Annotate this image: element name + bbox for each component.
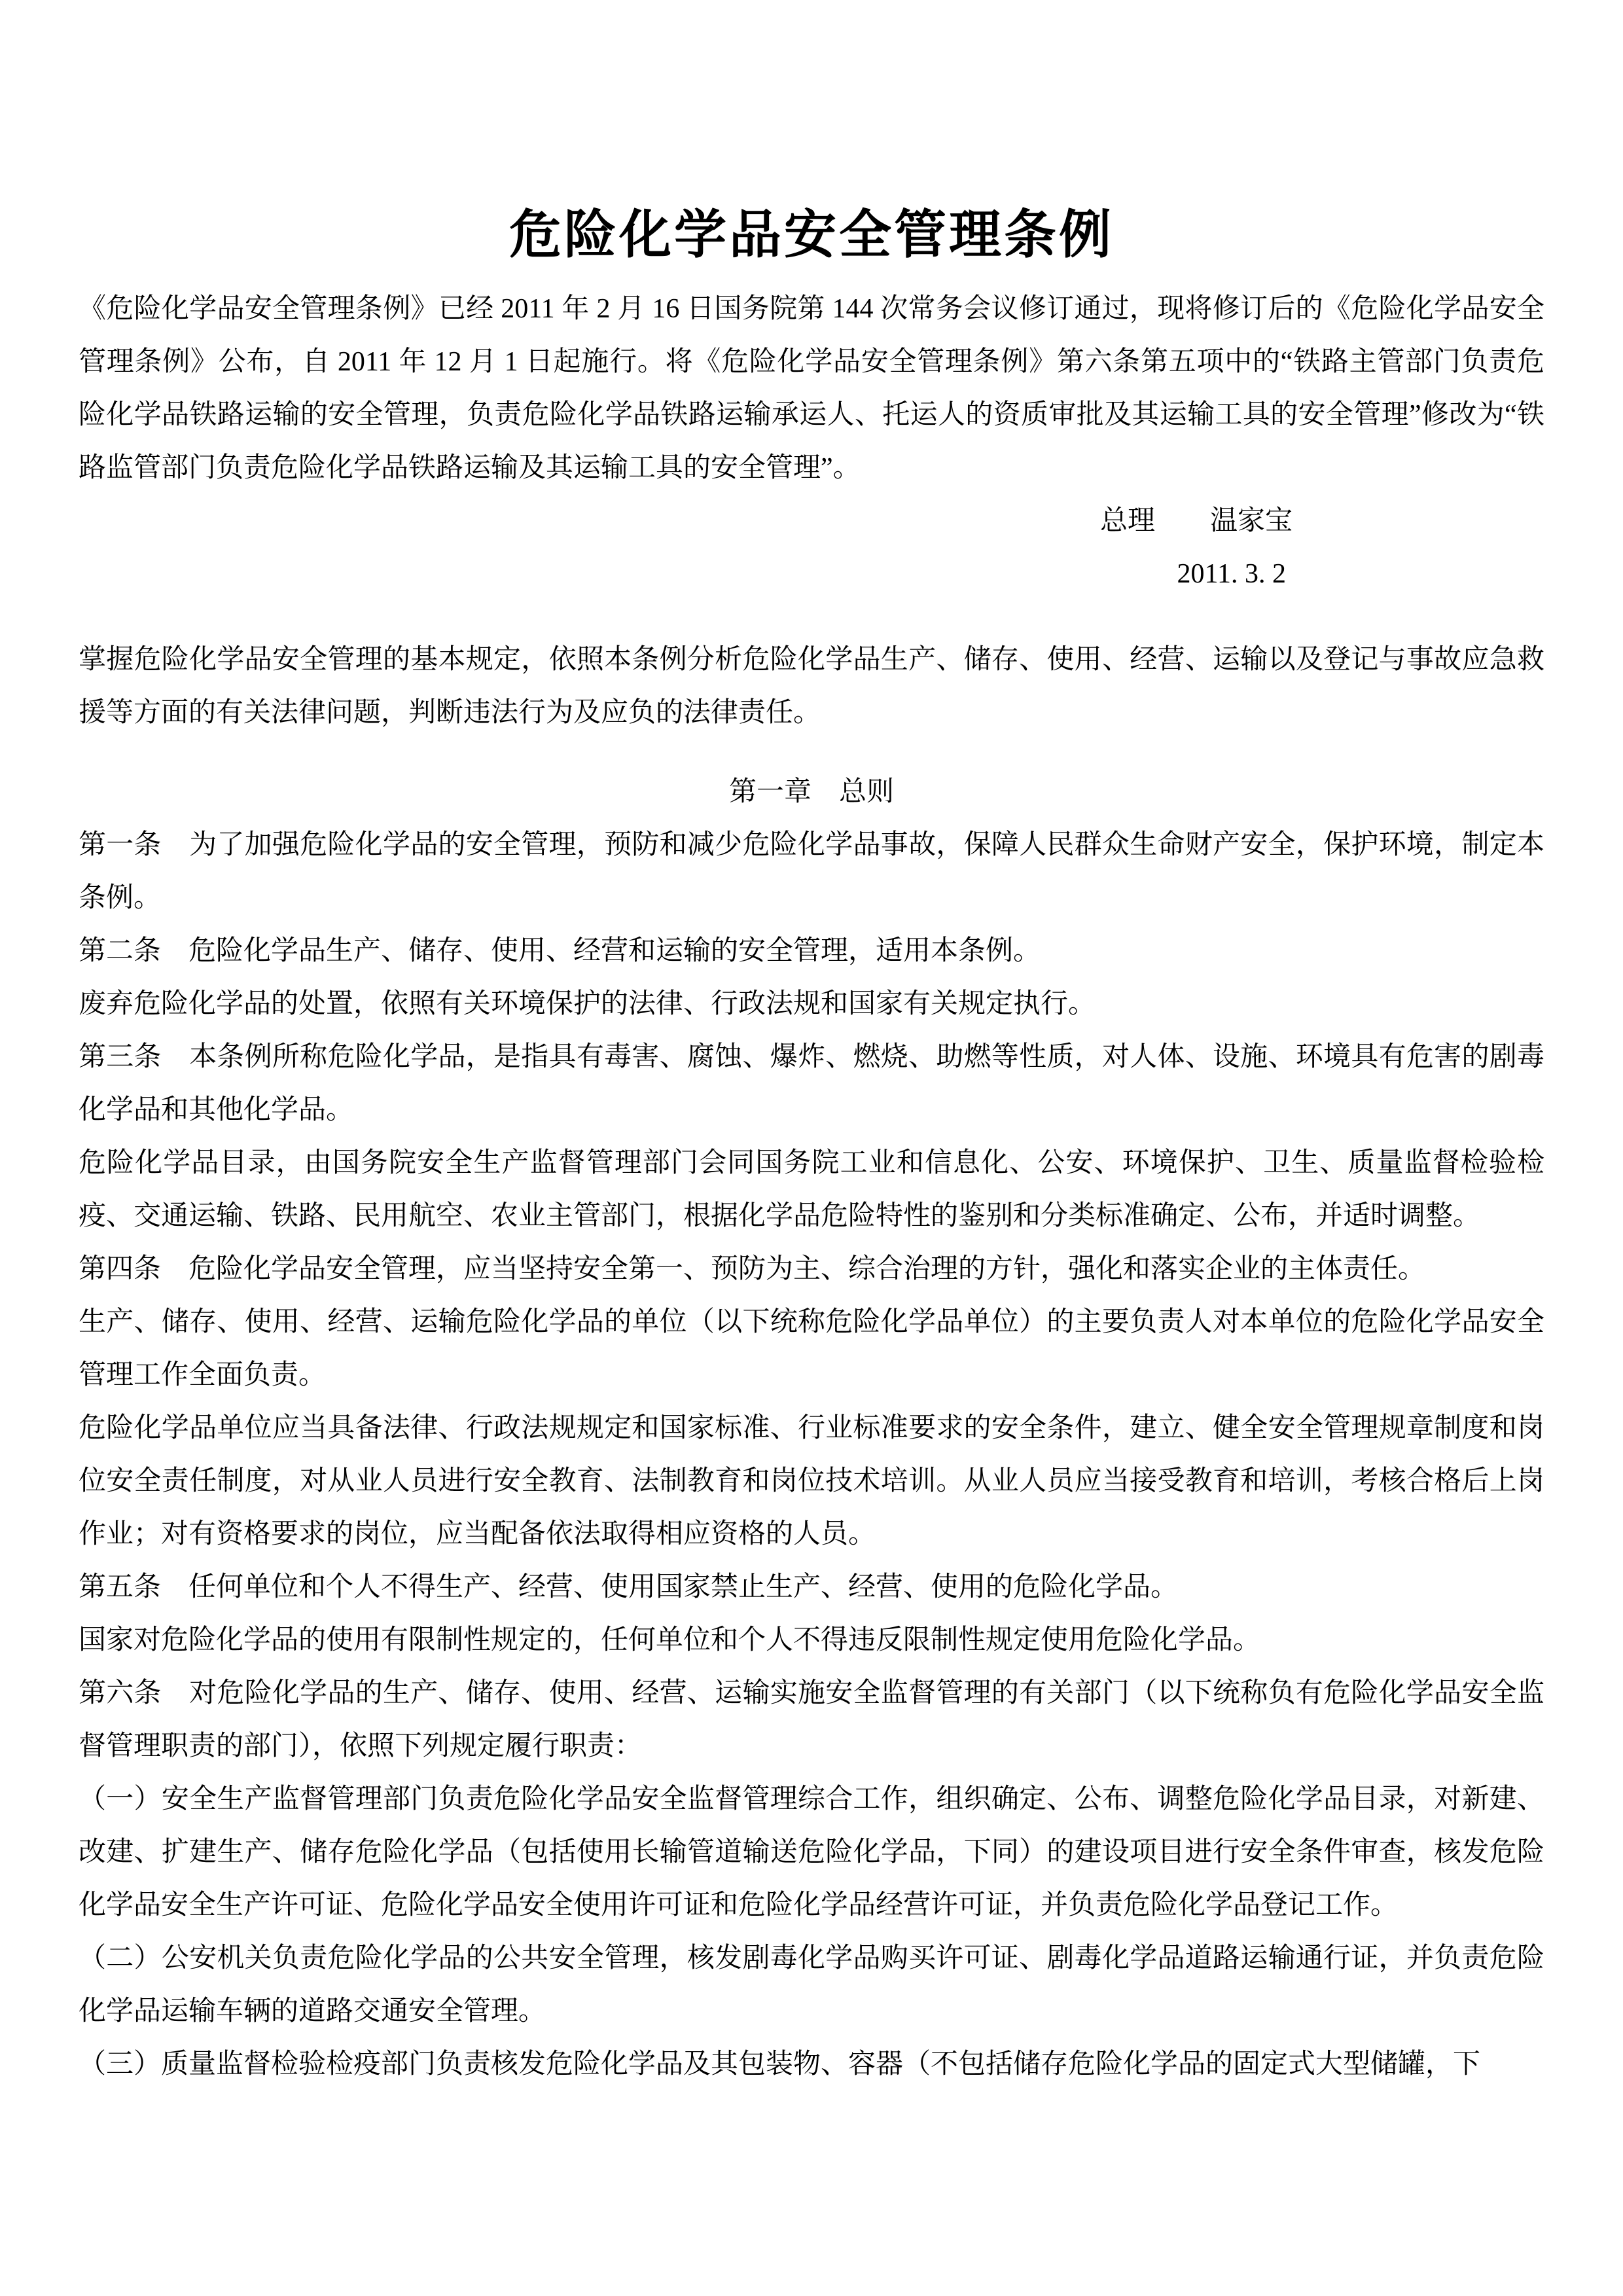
intro-paragraph: 掌握危险化学品安全管理的基本规定，依照本条例分析危险化学品生产、储存、使用、经营、运输以及登记与事故应急救援等方面的有关法律问题，判断违法行为及应负的法律责任。	[79, 645, 1544, 728]
chapter-1-heading: 第一章 总则	[728, 777, 894, 807]
document-title: 危险化学品安全管理条例	[509, 207, 1114, 264]
premier-signature: 总理 温家宝	[1099, 506, 1293, 536]
article-5-paragraph-2: 国家对危险化学品的使用有限制性规定的，任何单位和个人不得违反限制性规定使用危险化学品。	[79, 1625, 1261, 1655]
article-6-paragraph: 第六条 对危险化学品的生产、储存、使用、经营、运输实施安全监督管理的有关部门（以下统称负有危险化学品安全监督管理职责的部门），依照下列规定履行职责：	[79, 1678, 1544, 1761]
article-4-paragraph-2: 生产、储存、使用、经营、运输危险化学品的单位（以下统称危险化学品单位）的主要负责人对本单位的危险化学品安全管理工作全面负责。	[79, 1307, 1544, 1390]
article-4-paragraph-3: 危险化学品单位应当具备法律、行政法规规定和国家标准、行业标准要求的安全条件，建立、健全安全管理规章制度和岗位安全责任制度，对从业人员进行安全教育、法制教育和岗位技术培训。从业人员应当接受教育和培训，考核合格后上岗作业；对有资格要求的岗位，应当配备依法取得相应资格的人员。	[79, 1413, 1544, 1549]
article-6-item-3: （三）质量监督检验检疫部门负责核发危险化学品及其包装物、容器（不包括储存危险化学品的固定式大型储罐，下	[79, 2049, 1481, 2079]
article-5-paragraph: 第五条 任何单位和个人不得生产、经营、使用国家禁止生产、经营、使用的危险化学品。	[79, 1572, 1179, 1602]
article-2-paragraph-2: 废弃危险化学品的处置，依照有关环境保护的法律、行政法规和国家有关规定执行。	[79, 989, 1096, 1019]
article-3-paragraph: 第三条 本条例所称危险化学品，是指具有毒害、腐蚀、爆炸、燃烧、助燃等性质，对人体、设施、环境具有危害的剧毒化学品和其他化学品。	[79, 1042, 1544, 1125]
preamble-paragraph: 《危险化学品安全管理条例》已经 2011 年 2 月 16 日国务院第 144 次常务会议修订通过，现将修订后的《危险化学品安全管理条例》公布，自 2011 年 12 月 1 日起施行。将《危险化学品安全管理条例》第六条第五项中的“铁路主管部门负责危险化学品铁路运输的安全管理，负责危险化学品铁路运输承运人、托运人的资质审批及其运输工具的安全管理”修改为“铁路监管部门负责危险化学品铁路运输及其运输工具的安全管理”。	[79, 294, 1544, 483]
article-4-paragraph: 第四条 危险化学品安全管理，应当坚持安全第一、预防为主、综合治理的方针，强化和落实企业的主体责任。	[79, 1254, 1426, 1284]
article-2-paragraph: 第二条 危险化学品生产、储存、使用、经营和运输的安全管理，适用本条例。	[79, 936, 1041, 966]
article-1-paragraph: 第一条 为了加强危险化学品的安全管理，预防和减少危险化学品事故，保障人民群众生命财产安全，保护环境，制定本条例。	[79, 830, 1544, 913]
article-3-paragraph-2: 危险化学品目录，由国务院安全生产监督管理部门会同国务院工业和信息化、公安、环境保护、卫生、质量监督检验检疫、交通运输、铁路、民用航空、农业主管部门，根据化学品危险特性的鉴别和分类标准确定、公布，并适时调整。	[79, 1148, 1544, 1231]
signature-date: 2011. 3. 2	[1177, 559, 1286, 589]
article-6-item-1: （一）安全生产监督管理部门负责危险化学品安全监督管理综合工作，组织确定、公布、调整危险化学品目录，对新建、改建、扩建生产、储存危险化学品（包括使用长输管道输送危险化学品，下同）的建设项目进行安全条件审查，核发危险化学品安全生产许可证、危险化学品安全使用许可证和危险化学品经营许可证，并负责危险化学品登记工作。	[79, 1784, 1544, 1920]
article-6-item-2: （二）公安机关负责危险化学品的公共安全管理，核发剧毒化学品购买许可证、剧毒化学品道路运输通行证，并负责危险化学品运输车辆的道路交通安全管理。	[79, 1943, 1544, 2026]
